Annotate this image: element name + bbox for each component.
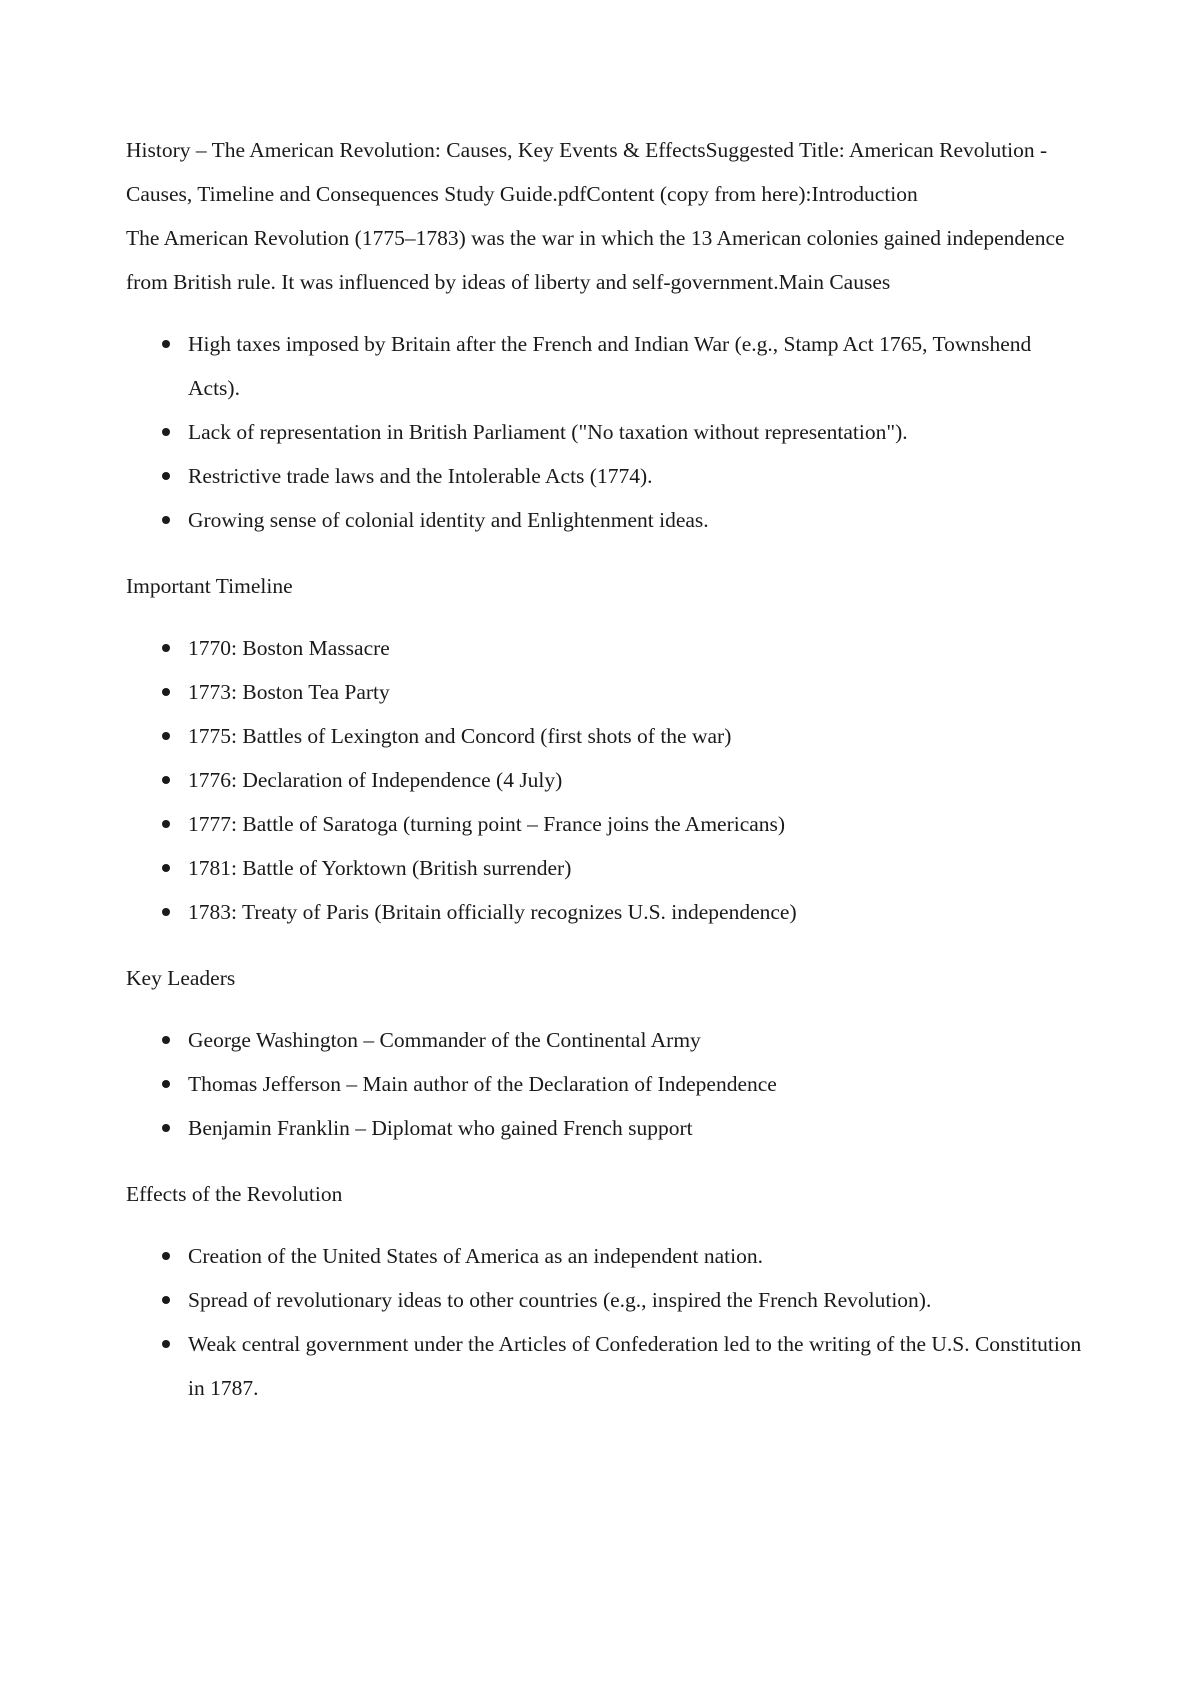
list-item-text: 1783: Treaty of Paris (Britain officially recognizes U.S. independence) bbox=[188, 900, 797, 924]
intro-body-paragraph: The American Revolution (1775–1783) was the war in which the 13 American colonies gained independence from British rule. It was influenced by ideas of liberty and self-government.Main Causes bbox=[126, 226, 1065, 294]
list-item bbox=[188, 1106, 1086, 1150]
bullet-icon bbox=[162, 864, 170, 872]
effects-heading: Effects of the Revolution bbox=[126, 1182, 343, 1206]
list-item-text: Restrictive trade laws and the Intolerable Acts (1774). bbox=[188, 464, 653, 488]
list-item-text: 1775: Battles of Lexington and Concord (first shots of the war) bbox=[188, 724, 732, 748]
list-item-text: Weak central government under the Articles of Confederation led to the writing of the U.S. Constitution in 1787. bbox=[188, 1332, 1082, 1400]
list-item bbox=[188, 670, 1086, 714]
list-item bbox=[188, 1322, 1086, 1410]
list-item bbox=[188, 1234, 1086, 1278]
bullet-icon bbox=[162, 340, 170, 348]
intro-title-paragraph: History – The American Revolution: Causes, Key Events & EffectsSuggested Title: American Revolution - Causes, Timeline and Consequences Study Guide.pdfContent (copy from here):Introduction bbox=[126, 138, 1048, 206]
list-item bbox=[188, 802, 1086, 846]
causes-list bbox=[126, 322, 1086, 542]
list-item bbox=[188, 322, 1086, 410]
bullet-icon bbox=[162, 1340, 170, 1348]
bullet-icon bbox=[162, 472, 170, 480]
list-item bbox=[188, 454, 1086, 498]
list-item-text: 1770: Boston Massacre bbox=[188, 636, 390, 660]
bullet-icon bbox=[162, 1080, 170, 1088]
bullet-icon bbox=[162, 732, 170, 740]
list-item bbox=[188, 498, 1086, 542]
list-item-text: 1777: Battle of Saratoga (turning point – France joins the Americans) bbox=[188, 812, 786, 836]
bullet-icon bbox=[162, 644, 170, 652]
list-item bbox=[188, 1062, 1086, 1106]
list-item-text: Benjamin Franklin – Diplomat who gained French support bbox=[188, 1116, 693, 1140]
list-item bbox=[188, 758, 1086, 802]
list-item bbox=[188, 714, 1086, 758]
list-item-text: Creation of the United States of America as an independent nation. bbox=[188, 1244, 763, 1268]
list-item-text: 1773: Boston Tea Party bbox=[188, 680, 390, 704]
bullet-icon bbox=[162, 428, 170, 436]
list-item-text: George Washington – Commander of the Continental Army bbox=[188, 1028, 701, 1052]
list-item-text: Thomas Jefferson – Main author of the Declaration of Independence bbox=[188, 1072, 777, 1096]
bullet-icon bbox=[162, 820, 170, 828]
list-item-text: Growing sense of colonial identity and Enlightenment ideas. bbox=[188, 508, 709, 532]
bullet-icon bbox=[162, 1252, 170, 1260]
list-item-text: High taxes imposed by Britain after the French and Indian War (e.g., Stamp Act 1765, Townshend Acts). bbox=[188, 332, 1032, 400]
list-item bbox=[188, 410, 1086, 454]
bullet-icon bbox=[162, 688, 170, 696]
list-item bbox=[188, 846, 1086, 890]
timeline-heading: Important Timeline bbox=[126, 574, 293, 598]
list-item-text: Spread of revolutionary ideas to other countries (e.g., inspired the French Revolution). bbox=[188, 1288, 932, 1312]
leaders-list bbox=[126, 1018, 1086, 1150]
list-item-text: 1776: Declaration of Independence (4 July) bbox=[188, 768, 563, 792]
document-page bbox=[126, 128, 1086, 1410]
list-item bbox=[188, 626, 1086, 670]
effects-list bbox=[126, 1234, 1086, 1410]
bullet-icon bbox=[162, 1296, 170, 1304]
list-item bbox=[188, 890, 1086, 934]
list-item bbox=[188, 1018, 1086, 1062]
leaders-heading: Key Leaders bbox=[126, 966, 236, 990]
list-item-text: Lack of representation in British Parliament ("No taxation without representation"). bbox=[188, 420, 908, 444]
bullet-icon bbox=[162, 1124, 170, 1132]
bullet-icon bbox=[162, 516, 170, 524]
bullet-icon bbox=[162, 776, 170, 784]
bullet-icon bbox=[162, 1036, 170, 1044]
bullet-icon bbox=[162, 908, 170, 916]
timeline-list bbox=[126, 626, 1086, 934]
list-item bbox=[188, 1278, 1086, 1322]
list-item-text: 1781: Battle of Yorktown (British surrender) bbox=[188, 856, 572, 880]
